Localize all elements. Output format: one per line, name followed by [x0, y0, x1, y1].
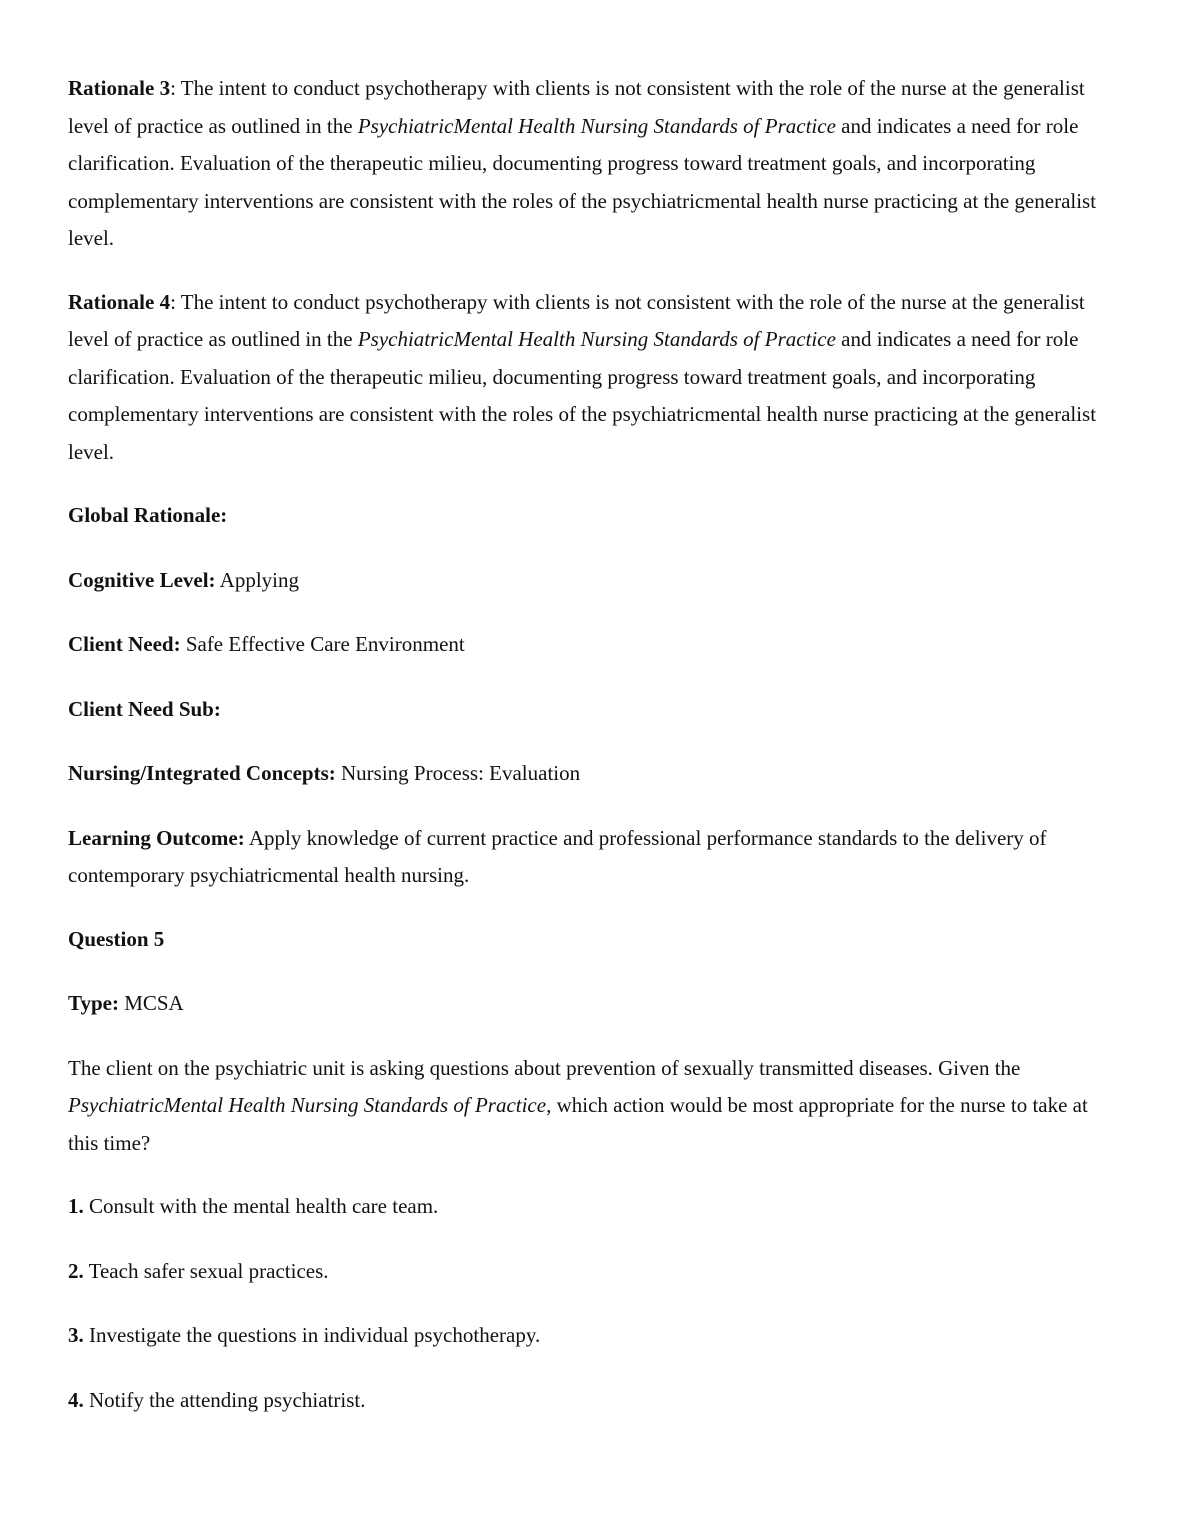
answer-option-text: Notify the attending psychiatrist.	[83, 1387, 366, 1412]
question-heading	[68, 921, 1118, 959]
question-number: Question 5	[68, 926, 165, 951]
question-type-label: Type:	[68, 991, 119, 1015]
answer-option-text: Consult with the mental health care team.	[83, 1194, 439, 1218]
rationale-4-paragraph	[68, 284, 1118, 472]
rationale-3-standards-title: PsychiatricMental Health Nursing Standards of Practice	[357, 113, 836, 138]
client-need-sub	[68, 691, 1118, 729]
integrated-concepts-value: Nursing Process: Evaluation	[335, 761, 581, 785]
answer-option-text: Investigate the questions in individual psychotherapy.	[83, 1323, 541, 1347]
client-need	[68, 626, 1118, 664]
rationale-4-standards-title: PsychiatricMental Health Nursing Standards of Practice	[357, 327, 836, 351]
rationale-4-text-b: and indicates a need for role clarification. Evaluation of the therapeutic milieu, documenting progress toward treatment goals, and incorporating complementary interventions are consistent with the roles of the psychiatricmental health nurse practicing at the generalist level.	[68, 327, 1097, 464]
cognitive-level-label: Cognitive Level:	[68, 567, 216, 592]
rationale-4-text-a: : The intent to conduct psychotherapy with clients is not consistent with the role of the nurse at the generalist level of practice as outlined in the	[68, 289, 1085, 351]
integrated-concepts-label: Nursing/Integrated Concepts:	[68, 761, 336, 785]
rationale-3-paragraph	[68, 70, 1118, 258]
global-rationale-label: Global Rationale:	[68, 503, 228, 527]
cognitive-level	[68, 562, 1118, 600]
client-need-label: Client Need:	[68, 632, 181, 656]
answer-option-number: 1.	[68, 1194, 84, 1218]
answer-option-3	[68, 1317, 1118, 1355]
learning-outcome-value: Apply knowledge of current practice and professional performance standards to the delivery of contemporary psychiatricmental health nursing.	[68, 825, 1047, 887]
rationale-3-label: Rationale 3	[68, 76, 171, 100]
answer-option-2	[68, 1253, 1118, 1291]
client-need-value: Safe Effective Care Environment	[180, 632, 465, 656]
question-type-value: MCSA	[118, 991, 184, 1015]
answer-option-4	[68, 1382, 1118, 1420]
question-stem	[68, 1050, 1118, 1163]
rationale-3-text-a: : The intent to conduct psychotherapy with clients is not consistent with the role of the nurse at the generalist level of practice as outlined in the	[68, 76, 1085, 138]
answer-option-number: 4.	[68, 1387, 84, 1412]
rationale-3-text-b: and indicates a need for role clarification. Evaluation of the therapeutic milieu, documenting progress toward treatment goals, and incorporating complementary interventions are consistent with the roles of the psychiatricmental health nurse practicing at the generalist level.	[68, 113, 1097, 250]
answer-option-1	[68, 1188, 1118, 1226]
integrated-concepts	[68, 755, 1118, 793]
question-stem-text-b: which action would be most appropriate for the nurse to take at this time?	[68, 1093, 1088, 1155]
answer-option-number: 3.	[68, 1323, 84, 1347]
answer-option-number: 2.	[68, 1258, 84, 1283]
question-stem-standards-title: PsychiatricMental Health Nursing Standards of Practice,	[68, 1093, 552, 1117]
question-type	[68, 985, 1118, 1023]
document-page	[68, 70, 1118, 1446]
client-need-sub-label: Client Need Sub:	[68, 696, 221, 721]
answer-option-text: Teach safer sexual practices.	[83, 1258, 329, 1283]
cognitive-level-value: Applying	[215, 567, 299, 592]
learning-outcome-label: Learning Outcome:	[68, 825, 245, 850]
rationale-4-label: Rationale 4	[68, 289, 171, 314]
learning-outcome	[68, 820, 1118, 895]
global-rationale	[68, 497, 1118, 535]
question-stem-text-a: The client on the psychiatric unit is asking questions about prevention of sexually transmitted diseases. Given the	[68, 1055, 1021, 1080]
